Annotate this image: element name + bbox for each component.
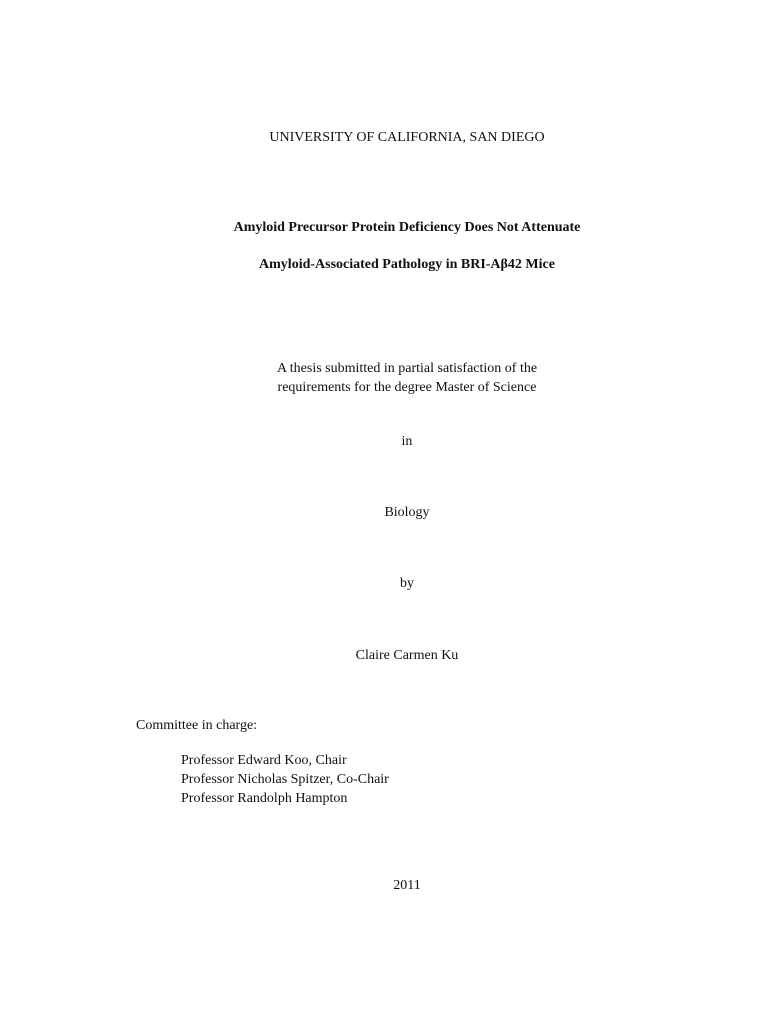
year: 2011: [393, 878, 421, 893]
field-of-study: Biology: [384, 505, 430, 520]
thesis-title-line-1: Amyloid Precursor Protein Deficiency Does Not Attenuate: [233, 220, 581, 235]
committee-heading: Committee in charge:: [136, 718, 258, 733]
in-word: in: [401, 434, 413, 449]
committee-member: Professor Edward Koo, Chair: [181, 753, 347, 768]
thesis-title-line-2: Amyloid-Associated Pathology in BRI-Aβ42 Mice: [259, 257, 555, 272]
university-name: UNIVERSITY OF CALIFORNIA, SAN DIEGO: [269, 130, 545, 145]
author-name: Claire Carmen Ku: [355, 648, 459, 663]
degree-statement-line-1: A thesis submitted in partial satisfaction of the: [276, 361, 538, 376]
by-word: by: [400, 576, 414, 591]
committee-member: Professor Nicholas Spitzer, Co-Chair: [181, 772, 389, 787]
degree-statement-line-2: requirements for the degree Master of Science: [277, 380, 537, 395]
committee-member: Professor Randolph Hampton: [181, 791, 348, 806]
